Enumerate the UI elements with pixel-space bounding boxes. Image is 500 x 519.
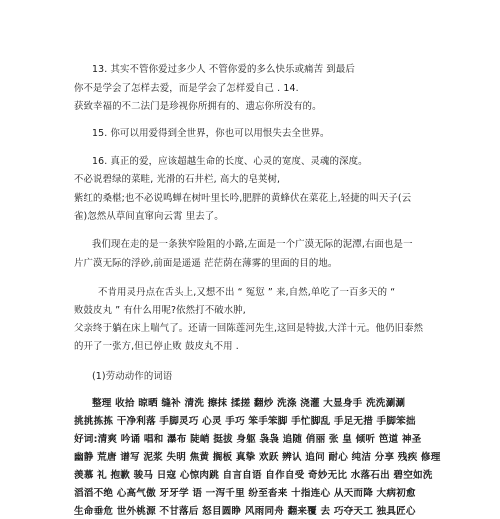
word-list-line: 好词:清爽 吟诵 唱和 瀑布 陡峭 挺拔 身躯 袅袅 追随 俏丽 张 皇 倾听 笆道 神圣 bbox=[74, 434, 422, 445]
text-line: 雀)忽然从草间直窜向云霄 里去了。 bbox=[74, 211, 224, 222]
word-list-line: 幽静 荒唐 谱写 泥浆 失明 焦黄 搁板 真挚 欢跃 辨认 追问 耐心 纯洁 分享 残疾 修理 bbox=[74, 452, 441, 463]
text-line: 紫红的桑椹;也不必说鸣蝉在树叶里长吟,肥胖的黄蜂伏在菜花上,轻捷的叫天子(云 bbox=[74, 193, 412, 204]
text-line: 不肯用灵丹点在舌头上,又想不出 “ 冤愆 ” 来,自然,单吃了一百多天的 “ bbox=[98, 287, 396, 298]
text-line: 你不是学会了怎样去爱，而是学会了怎样爱自己 . 14. bbox=[74, 83, 299, 94]
word-list-line: 挑挑拣拣 干净利落 手脚灵巧 心灵 手巧 笨手笨脚 手忙脚乱 手足无措 手脚笨拙 bbox=[74, 416, 416, 427]
text-line: 败鼓皮丸 ” 有什么用呢?依然打不破水肿, bbox=[74, 305, 246, 316]
word-list-line: 羡慕 礼 抱歉 骏马 日寇 心惊肉跳 自言自语 自作自受 奇妙无比 水落石出 碧空如洗 bbox=[74, 470, 433, 481]
text-line: 15. 你可以用爱得到全世界，你也可以用恨失去全世界。 bbox=[92, 128, 330, 139]
text-line: 我们现在走的是一条狭窄险阻的小路,左面是一个广漠无际的泥潭,右面也是一 bbox=[92, 239, 413, 250]
text-line: 片广漠无际的浮砂,前面是遥遥 茫茫荫在薄雾的里面的目的地。 bbox=[74, 258, 338, 269]
word-list-line: 整理 收拾 晾晒 缝补 清洗 擦抹 揉搓 翻炒 洗涤 浇灌 大显身手 洗洗涮涮 bbox=[92, 398, 406, 409]
text-line: 的开了一张方,但已停止败 鼓皮丸不用 . bbox=[74, 341, 239, 352]
word-list-line: 生命垂危 世外桃源 不甘落后 怒目圆睁 风雨同舟 翻来覆 去 巧夺天工 独具匠心 bbox=[74, 506, 416, 517]
text-line: 父亲终于躺在床上喘气了。还请一回陈莲河先生,这回是特拔,大洋十元。他仍旧泰然 bbox=[74, 323, 424, 334]
section-heading: (1)劳动动作的词语 bbox=[92, 371, 173, 382]
text-line: 16. 真正的爱，应该超越生命的长度、心灵的宽度、灵魂的深度。 bbox=[92, 156, 368, 167]
text-line: 不必说碧绿的菜畦, 光滑的石井栏, 高大的皂荚树, bbox=[74, 174, 281, 185]
text-line: 获致幸福的不二法门是珍视你所拥有的、遗忘你所没有的。 bbox=[74, 101, 322, 112]
word-list-line: 滔滔不绝 心高气傲 牙牙学 语 一泻千里 纷至沓来 十指连心 从天而降 大病初愈 bbox=[74, 488, 416, 499]
text-line: 13. 其实不管你爱过多少人 不管你爱的多么快乐或痛苦 到最后 bbox=[92, 64, 355, 75]
